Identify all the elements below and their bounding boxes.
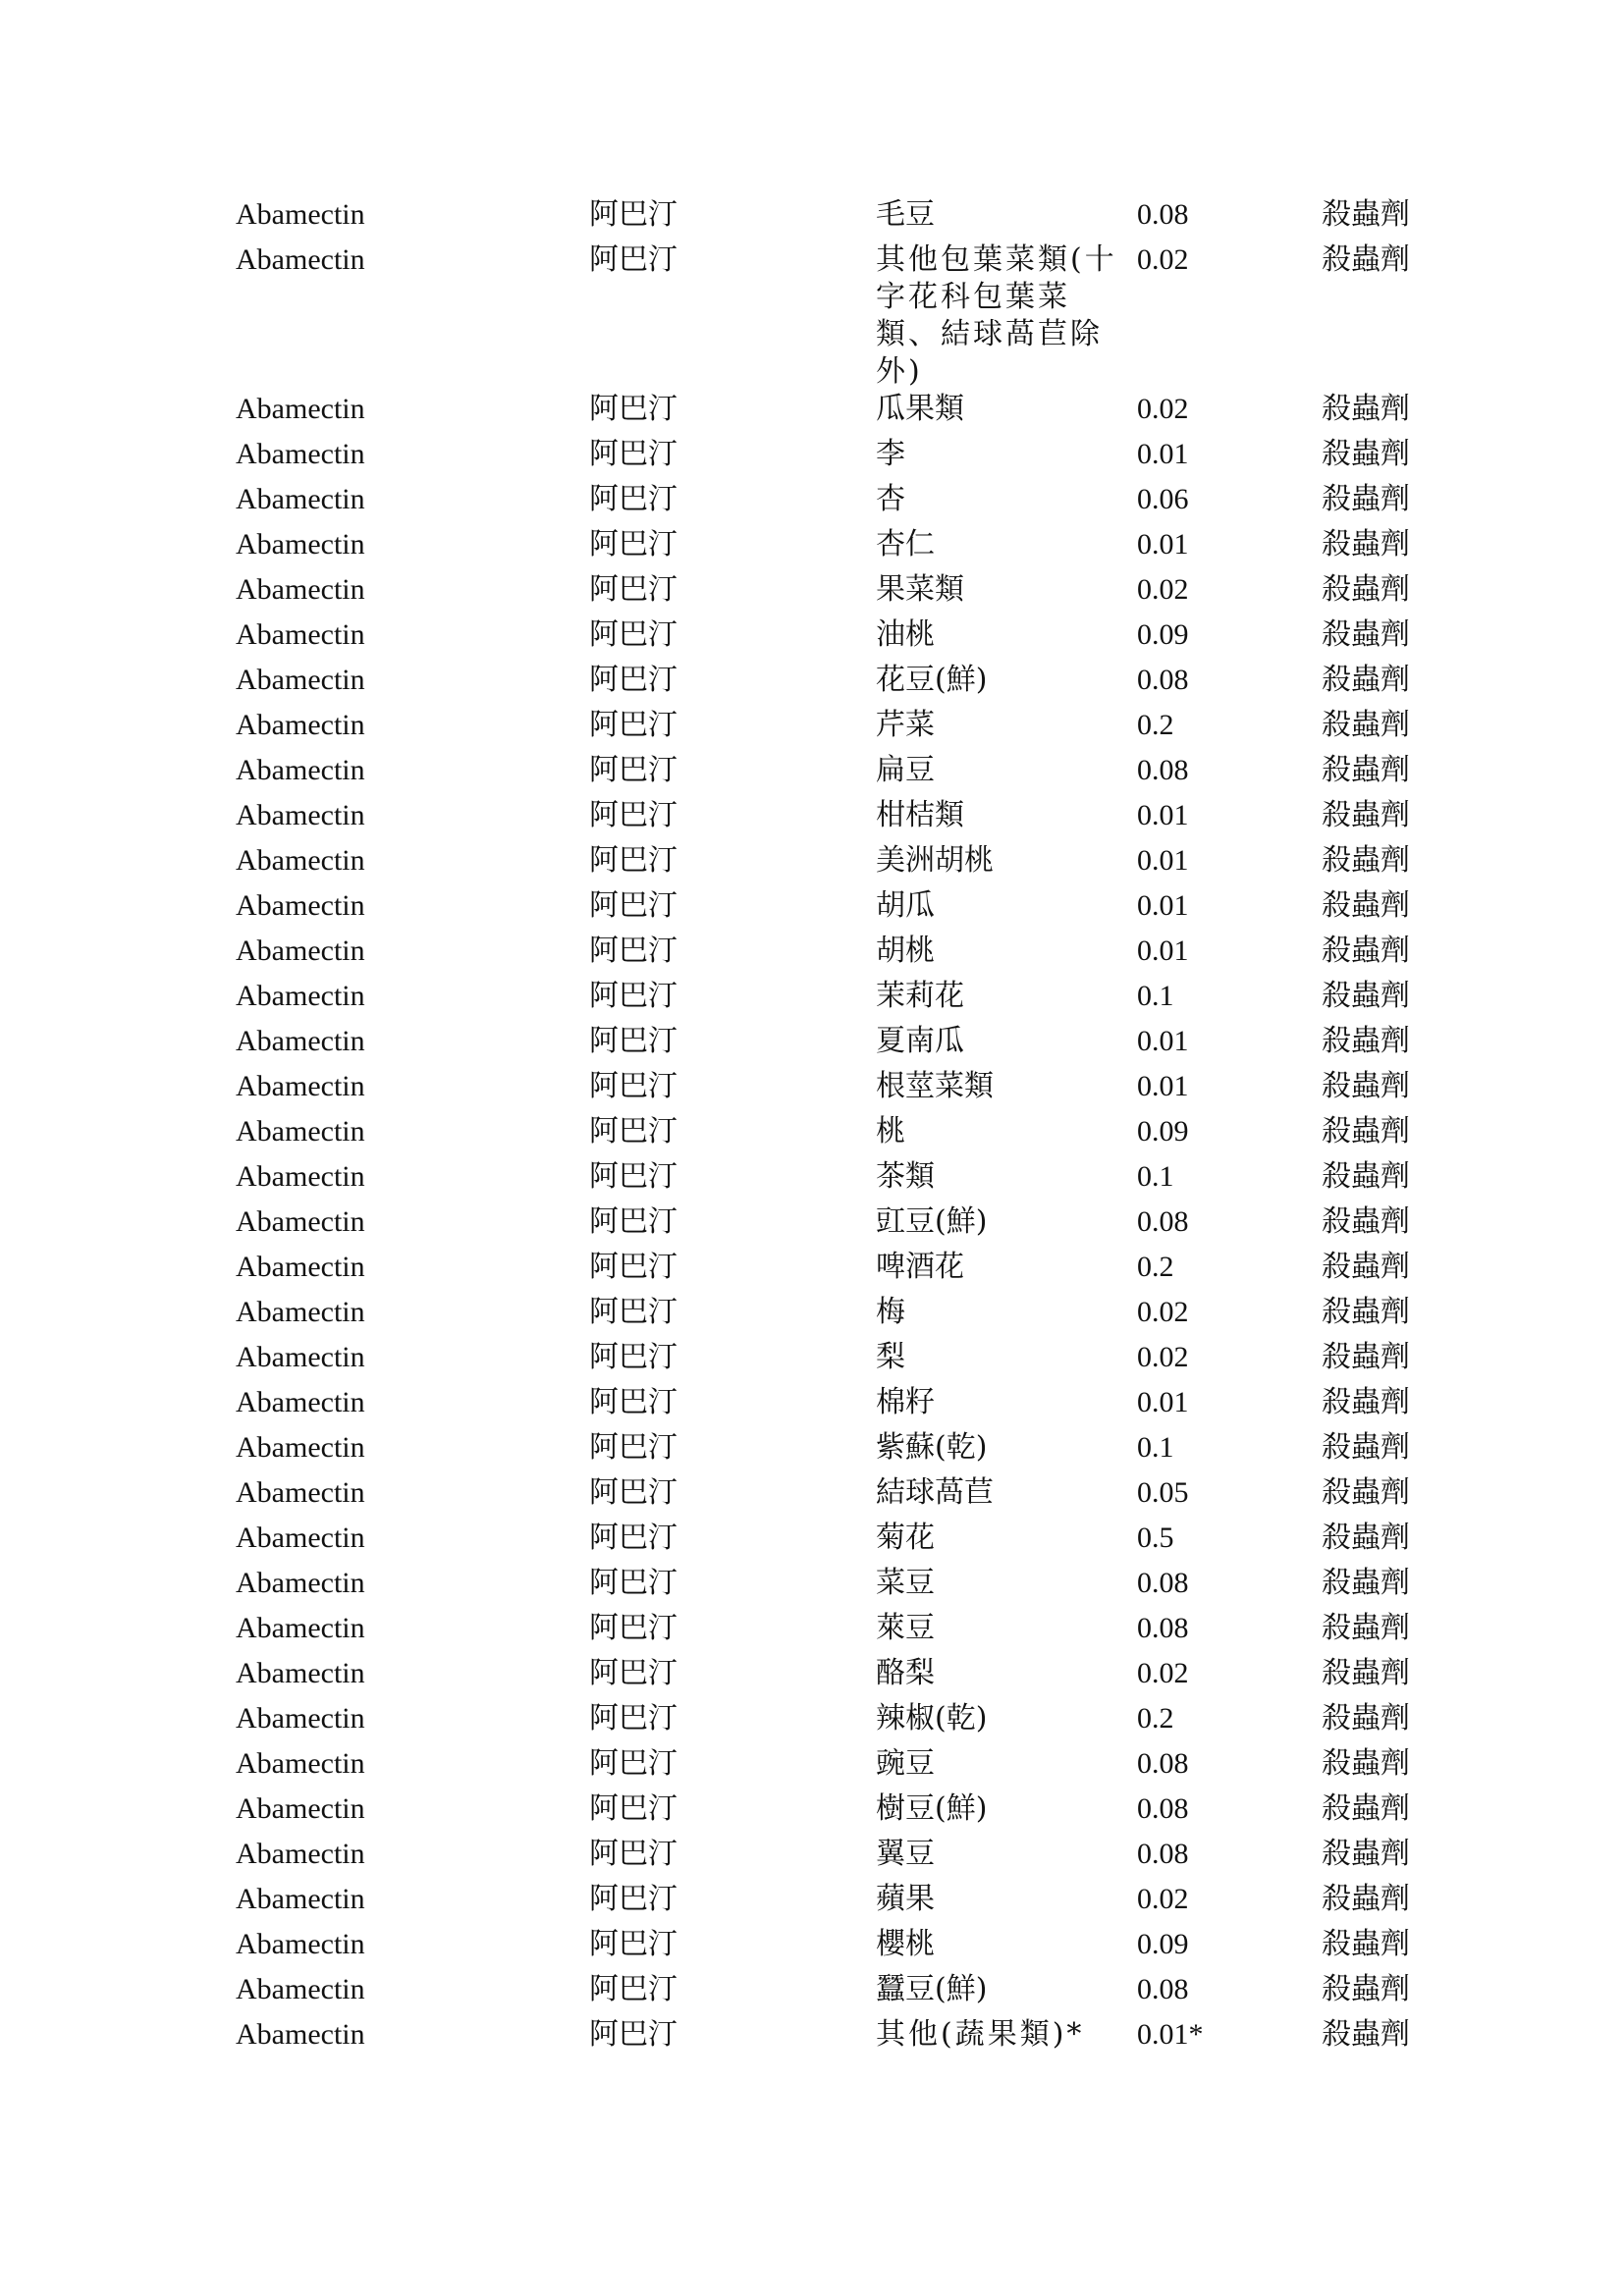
pesticide-type: 殺蟲劑 xyxy=(1322,1701,1410,1735)
crop-name: 果菜類 xyxy=(876,572,964,607)
pesticide-english-name: Abamectin xyxy=(236,1747,365,1780)
pesticide-chinese-name: 阿巴汀 xyxy=(589,1475,677,1510)
table-row xyxy=(236,1474,1441,1520)
table-row xyxy=(236,1745,1441,1790)
table-row xyxy=(236,887,1441,933)
pesticide-type: 殺蟲劑 xyxy=(1322,1114,1410,1148)
crop-name: 根莖菜類 xyxy=(876,1069,994,1103)
pesticide-type: 殺蟲劑 xyxy=(1322,1024,1410,1058)
pesticide-english-name: Abamectin xyxy=(236,1928,365,1960)
residue-limit: 0.2 xyxy=(1137,709,1174,741)
residue-limit: 0.09 xyxy=(1137,1115,1189,1148)
pesticide-english-name: Abamectin xyxy=(236,483,365,515)
pesticide-chinese-name: 阿巴汀 xyxy=(589,934,677,968)
pesticide-chinese-name: 阿巴汀 xyxy=(589,1024,677,1058)
table-row xyxy=(236,1384,1441,1429)
table-row xyxy=(236,797,1441,842)
residue-limit: 0.02 xyxy=(1137,573,1189,606)
crop-name: 啤酒花 xyxy=(876,1250,964,1284)
pesticide-english-name: Abamectin xyxy=(236,1657,365,1689)
table-row xyxy=(236,196,1441,241)
pesticide-english-name: Abamectin xyxy=(236,618,365,651)
pesticide-chinese-name: 阿巴汀 xyxy=(589,708,677,742)
pesticide-chinese-name: 阿巴汀 xyxy=(589,1791,677,1826)
crop-name: 菊花 xyxy=(876,1521,935,1555)
table-row xyxy=(236,1249,1441,1294)
table-row xyxy=(236,1023,1441,1068)
pesticide-type: 殺蟲劑 xyxy=(1322,1069,1410,1103)
pesticide-english-name: Abamectin xyxy=(236,243,365,276)
pesticide-type: 殺蟲劑 xyxy=(1322,1475,1410,1510)
pesticide-type: 殺蟲劑 xyxy=(1322,1204,1410,1239)
pesticide-type: 殺蟲劑 xyxy=(1322,1295,1410,1329)
pesticide-type: 殺蟲劑 xyxy=(1322,392,1410,426)
crop-name: 梅 xyxy=(876,1295,905,1329)
table-row xyxy=(236,842,1441,887)
pesticide-type: 殺蟲劑 xyxy=(1322,1882,1410,1916)
residue-limit: 0.02 xyxy=(1137,1657,1189,1689)
pesticide-type: 殺蟲劑 xyxy=(1322,482,1410,516)
pesticide-english-name: Abamectin xyxy=(236,1612,365,1644)
crop-name: 柑桔類 xyxy=(876,798,964,832)
pesticide-english-name: Abamectin xyxy=(236,709,365,741)
pesticide-chinese-name: 阿巴汀 xyxy=(589,843,677,878)
pesticide-type: 殺蟲劑 xyxy=(1322,1340,1410,1374)
crop-name: 豇豆(鮮) xyxy=(876,1204,988,1239)
pesticide-english-name: Abamectin xyxy=(236,1476,365,1509)
pesticide-type: 殺蟲劑 xyxy=(1322,1927,1410,1961)
pesticide-type: 殺蟲劑 xyxy=(1322,798,1410,832)
pesticide-chinese-name: 阿巴汀 xyxy=(589,1385,677,1419)
crop-name: 毛豆 xyxy=(876,197,935,232)
pesticide-type: 殺蟲劑 xyxy=(1322,1250,1410,1284)
pesticide-type: 殺蟲劑 xyxy=(1322,1746,1410,1781)
pesticide-type: 殺蟲劑 xyxy=(1322,934,1410,968)
residue-limit: 0.1 xyxy=(1137,1431,1174,1464)
crop-name: 油桃 xyxy=(876,617,935,652)
residue-limit: 0.08 xyxy=(1137,1205,1189,1238)
table-row xyxy=(236,1113,1441,1158)
table-row xyxy=(236,1655,1441,1700)
pesticide-english-name: Abamectin xyxy=(236,1205,365,1238)
pesticide-chinese-name: 阿巴汀 xyxy=(589,1746,677,1781)
pesticide-chinese-name: 阿巴汀 xyxy=(589,1204,677,1239)
pesticide-english-name: Abamectin xyxy=(236,1522,365,1554)
pesticide-english-name: Abamectin xyxy=(236,528,365,561)
pesticide-type: 殺蟲劑 xyxy=(1322,1611,1410,1645)
pesticide-chinese-name: 阿巴汀 xyxy=(589,1340,677,1374)
pesticide-english-name: Abamectin xyxy=(236,980,365,1012)
crop-name: 杏 xyxy=(876,482,905,516)
pesticide-english-name: Abamectin xyxy=(236,754,365,786)
pesticide-chinese-name: 阿巴汀 xyxy=(589,572,677,607)
residue-limit: 0.01 xyxy=(1137,934,1189,967)
pesticide-english-name: Abamectin xyxy=(236,1296,365,1328)
table-row xyxy=(236,1565,1441,1610)
pesticide-english-name: Abamectin xyxy=(236,1386,365,1418)
pesticide-english-name: Abamectin xyxy=(236,1070,365,1102)
pesticide-chinese-name: 阿巴汀 xyxy=(589,1114,677,1148)
pesticide-chinese-name: 阿巴汀 xyxy=(589,1656,677,1690)
pesticide-english-name: Abamectin xyxy=(236,1341,365,1373)
pesticide-chinese-name: 阿巴汀 xyxy=(589,437,677,471)
table-row xyxy=(236,481,1441,526)
table-row xyxy=(236,1926,1441,1971)
pesticide-type: 殺蟲劑 xyxy=(1322,1656,1410,1690)
pesticide-chinese-name: 阿巴汀 xyxy=(589,617,677,652)
crop-name: 其他(蔬果類)* xyxy=(876,2017,1085,2052)
residue-limit: 0.01 xyxy=(1137,1386,1189,1418)
pesticide-english-name: Abamectin xyxy=(236,889,365,922)
pesticide-chinese-name: 阿巴汀 xyxy=(589,1566,677,1600)
crop-name: 瓜果類 xyxy=(876,392,964,426)
table-row xyxy=(236,1610,1441,1655)
crop-name: 酪梨 xyxy=(876,1656,935,1690)
pesticide-english-name: Abamectin xyxy=(236,1115,365,1148)
crop-name: 其他包葉菜類(十字花科包葉菜類、結球萵苣除外) xyxy=(876,242,1117,389)
residue-limit: 0.2 xyxy=(1137,1251,1174,1283)
pesticide-type: 殺蟲劑 xyxy=(1322,843,1410,878)
residue-limit: 0.01 xyxy=(1137,528,1189,561)
residue-limit: 0.08 xyxy=(1137,1612,1189,1644)
pesticide-chinese-name: 阿巴汀 xyxy=(589,1521,677,1555)
pesticide-chinese-name: 阿巴汀 xyxy=(589,1882,677,1916)
table-row xyxy=(236,1881,1441,1926)
residue-limit: 0.08 xyxy=(1137,1973,1189,2005)
pesticide-english-name: Abamectin xyxy=(236,934,365,967)
residue-limit: 0.01 xyxy=(1137,1025,1189,1057)
table-row xyxy=(236,1068,1441,1113)
pesticide-english-name: Abamectin xyxy=(236,198,365,231)
residue-limit: 0.05 xyxy=(1137,1476,1189,1509)
residue-limit: 0.06 xyxy=(1137,483,1189,515)
pesticide-english-name: Abamectin xyxy=(236,438,365,470)
crop-name: 胡瓜 xyxy=(876,888,935,923)
table-row xyxy=(236,1429,1441,1474)
crop-name: 梨 xyxy=(876,1340,905,1374)
crop-name: 櫻桃 xyxy=(876,1927,935,1961)
crop-name: 結球萵苣 xyxy=(876,1475,994,1510)
table-row xyxy=(236,978,1441,1023)
crop-name: 萊豆 xyxy=(876,1611,935,1645)
table-row xyxy=(236,662,1441,707)
residue-limit: 0.08 xyxy=(1137,1792,1189,1825)
table-row xyxy=(236,241,1441,391)
pesticide-type: 殺蟲劑 xyxy=(1322,617,1410,652)
table-row xyxy=(236,391,1441,436)
pesticide-chinese-name: 阿巴汀 xyxy=(589,1927,677,1961)
residue-limit: 0.02 xyxy=(1137,1883,1189,1915)
pesticide-chinese-name: 阿巴汀 xyxy=(589,1611,677,1645)
pesticide-chinese-name: 阿巴汀 xyxy=(589,1159,677,1194)
pesticide-chinese-name: 阿巴汀 xyxy=(589,1837,677,1871)
pesticide-english-name: Abamectin xyxy=(236,664,365,696)
crop-name: 紫蘇(乾) xyxy=(876,1430,988,1465)
crop-name: 夏南瓜 xyxy=(876,1024,964,1058)
residue-limit: 0.5 xyxy=(1137,1522,1174,1554)
pesticide-english-name: Abamectin xyxy=(236,1702,365,1735)
pesticide-english-name: Abamectin xyxy=(236,393,365,425)
pesticide-english-name: Abamectin xyxy=(236,1973,365,2005)
pesticide-chinese-name: 阿巴汀 xyxy=(589,1250,677,1284)
crop-name: 茶類 xyxy=(876,1159,935,1194)
table-row xyxy=(236,1520,1441,1565)
pesticide-chinese-name: 阿巴汀 xyxy=(589,663,677,697)
residue-limit: 0.09 xyxy=(1137,618,1189,651)
crop-name: 茉莉花 xyxy=(876,979,964,1013)
residue-limit: 0.02 xyxy=(1137,243,1189,276)
pesticide-type: 殺蟲劑 xyxy=(1322,1385,1410,1419)
pesticide-chinese-name: 阿巴汀 xyxy=(589,197,677,232)
pesticide-type: 殺蟲劑 xyxy=(1322,2017,1410,2052)
pesticide-english-name: Abamectin xyxy=(236,1431,365,1464)
table-row xyxy=(236,2016,1441,2061)
pesticide-english-name: Abamectin xyxy=(236,1251,365,1283)
pesticide-type: 殺蟲劑 xyxy=(1322,1521,1410,1555)
pesticide-chinese-name: 阿巴汀 xyxy=(589,979,677,1013)
pesticide-type: 殺蟲劑 xyxy=(1322,888,1410,923)
pesticide-chinese-name: 阿巴汀 xyxy=(589,1701,677,1735)
table-row xyxy=(236,1700,1441,1745)
table-row xyxy=(236,1836,1441,1881)
crop-name: 蠶豆(鮮) xyxy=(876,1972,988,2006)
pesticide-chinese-name: 阿巴汀 xyxy=(589,888,677,923)
residue-limit: 0.02 xyxy=(1137,1296,1189,1328)
pesticide-chinese-name: 阿巴汀 xyxy=(589,1430,677,1465)
crop-name: 杏仁 xyxy=(876,527,935,561)
crop-name: 棉籽 xyxy=(876,1385,935,1419)
pesticide-type: 殺蟲劑 xyxy=(1322,663,1410,697)
pesticide-type: 殺蟲劑 xyxy=(1322,242,1410,277)
table-row xyxy=(236,752,1441,797)
pesticide-type: 殺蟲劑 xyxy=(1322,197,1410,232)
residue-limit: 0.08 xyxy=(1137,1747,1189,1780)
pesticide-english-name: Abamectin xyxy=(236,573,365,606)
pesticide-chinese-name: 阿巴汀 xyxy=(589,753,677,787)
crop-name: 美洲胡桃 xyxy=(876,843,994,878)
pesticide-type: 殺蟲劑 xyxy=(1322,753,1410,787)
pesticide-english-name: Abamectin xyxy=(236,1883,365,1915)
residue-limit: 0.01 xyxy=(1137,438,1189,470)
residue-limit: 0.1 xyxy=(1137,980,1174,1012)
table-row xyxy=(236,1971,1441,2016)
crop-name: 芹菜 xyxy=(876,708,935,742)
crop-name: 蘋果 xyxy=(876,1882,935,1916)
pesticide-type: 殺蟲劑 xyxy=(1322,1430,1410,1465)
pesticide-chinese-name: 阿巴汀 xyxy=(589,2017,677,2052)
pesticide-type: 殺蟲劑 xyxy=(1322,1566,1410,1600)
table-row xyxy=(236,933,1441,978)
residue-limit: 0.01 xyxy=(1137,799,1189,831)
pesticide-chinese-name: 阿巴汀 xyxy=(589,242,677,277)
residue-limit: 0.08 xyxy=(1137,1838,1189,1870)
residue-limit: 0.08 xyxy=(1137,664,1189,696)
pesticide-english-name: Abamectin xyxy=(236,1025,365,1057)
pesticide-type: 殺蟲劑 xyxy=(1322,572,1410,607)
crop-name: 李 xyxy=(876,437,905,471)
table-row xyxy=(236,1294,1441,1339)
crop-name: 豌豆 xyxy=(876,1746,935,1781)
pesticide-chinese-name: 阿巴汀 xyxy=(589,527,677,561)
pesticide-english-name: Abamectin xyxy=(236,1160,365,1193)
pesticide-type: 殺蟲劑 xyxy=(1322,1159,1410,1194)
crop-name: 菜豆 xyxy=(876,1566,935,1600)
residue-limit: 0.02 xyxy=(1137,393,1189,425)
pesticide-type: 殺蟲劑 xyxy=(1322,1791,1410,1826)
pesticide-english-name: Abamectin xyxy=(236,799,365,831)
pesticide-chinese-name: 阿巴汀 xyxy=(589,482,677,516)
table-row xyxy=(236,1790,1441,1836)
pesticide-english-name: Abamectin xyxy=(236,2018,365,2051)
table-row xyxy=(236,1203,1441,1249)
pesticide-english-name: Abamectin xyxy=(236,1567,365,1599)
table-body xyxy=(236,196,1441,2061)
crop-name: 花豆(鮮) xyxy=(876,663,988,697)
pesticide-type: 殺蟲劑 xyxy=(1322,437,1410,471)
table-row xyxy=(236,616,1441,662)
residue-limit: 0.1 xyxy=(1137,1160,1174,1193)
residue-limit: 0.2 xyxy=(1137,1702,1174,1735)
crop-name: 胡桃 xyxy=(876,934,935,968)
pesticide-chinese-name: 阿巴汀 xyxy=(589,1972,677,2006)
residue-limit: 0.01 xyxy=(1137,1070,1189,1102)
pesticide-type: 殺蟲劑 xyxy=(1322,527,1410,561)
pesticide-english-name: Abamectin xyxy=(236,1838,365,1870)
table-row xyxy=(236,571,1441,616)
residue-limit: 0.02 xyxy=(1137,1341,1189,1373)
pesticide-chinese-name: 阿巴汀 xyxy=(589,1069,677,1103)
pesticide-residue-table xyxy=(236,196,1441,2061)
crop-name: 樹豆(鮮) xyxy=(876,1791,988,1826)
crop-name: 翼豆 xyxy=(876,1837,935,1871)
table-row xyxy=(236,707,1441,752)
residue-limit: 0.08 xyxy=(1137,198,1189,231)
residue-limit: 0.09 xyxy=(1137,1928,1189,1960)
pesticide-type: 殺蟲劑 xyxy=(1322,1972,1410,2006)
crop-name: 桃 xyxy=(876,1114,905,1148)
table-row xyxy=(236,1339,1441,1384)
residue-limit: 0.01 xyxy=(1137,844,1189,877)
residue-limit: 0.08 xyxy=(1137,754,1189,786)
pesticide-type: 殺蟲劑 xyxy=(1322,979,1410,1013)
crop-name: 辣椒(乾) xyxy=(876,1701,988,1735)
pesticide-type: 殺蟲劑 xyxy=(1322,1837,1410,1871)
residue-limit: 0.08 xyxy=(1137,1567,1189,1599)
crop-name: 扁豆 xyxy=(876,753,935,787)
table-row xyxy=(236,436,1441,481)
pesticide-type: 殺蟲劑 xyxy=(1322,708,1410,742)
pesticide-chinese-name: 阿巴汀 xyxy=(589,392,677,426)
pesticide-english-name: Abamectin xyxy=(236,844,365,877)
pesticide-chinese-name: 阿巴汀 xyxy=(589,798,677,832)
table-row xyxy=(236,1158,1441,1203)
table-row xyxy=(236,526,1441,571)
residue-limit: 0.01 xyxy=(1137,889,1189,922)
residue-limit: 0.01* xyxy=(1137,2018,1204,2051)
pesticide-chinese-name: 阿巴汀 xyxy=(589,1295,677,1329)
pesticide-english-name: Abamectin xyxy=(236,1792,365,1825)
